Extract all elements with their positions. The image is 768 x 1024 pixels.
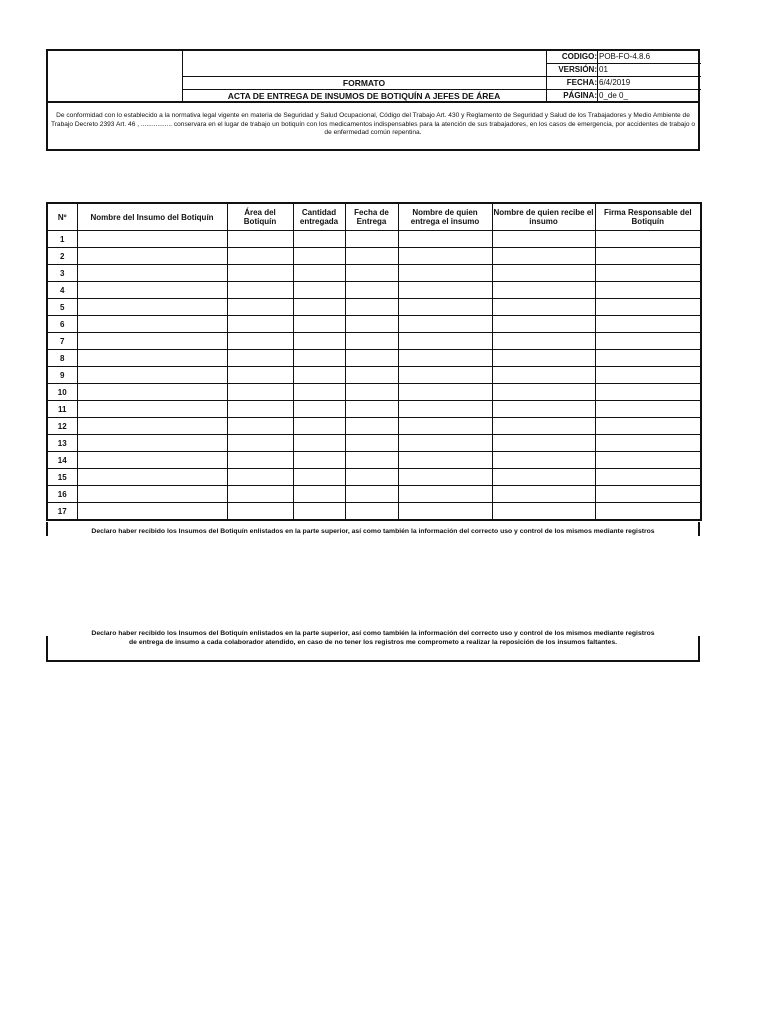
meta-fecha bbox=[547, 77, 701, 90]
table-cell[interactable] bbox=[345, 299, 398, 316]
table-cell[interactable] bbox=[492, 265, 595, 282]
table-cell[interactable] bbox=[345, 231, 398, 248]
table-cell[interactable] bbox=[227, 384, 293, 401]
table-cell[interactable] bbox=[345, 248, 398, 265]
row-number: 10 bbox=[47, 384, 77, 401]
column-header: Firma Responsable del Botiquín bbox=[595, 203, 701, 231]
table-cell[interactable] bbox=[293, 435, 345, 452]
meta-key: FECHA: bbox=[566, 78, 597, 87]
row-number: 9 bbox=[47, 367, 77, 384]
table-cell[interactable] bbox=[595, 299, 701, 316]
table-cell[interactable] bbox=[77, 333, 227, 350]
table-cell[interactable] bbox=[595, 469, 701, 486]
table-cell[interactable] bbox=[492, 316, 595, 333]
table-cell[interactable] bbox=[398, 282, 492, 299]
table-cell[interactable] bbox=[227, 316, 293, 333]
table-cell[interactable] bbox=[227, 248, 293, 265]
row-number: 3 bbox=[47, 265, 77, 282]
table-cell[interactable] bbox=[345, 333, 398, 350]
table-cell[interactable] bbox=[77, 384, 227, 401]
table-cell[interactable] bbox=[227, 367, 293, 384]
meta-value: POB-FO-4.8.6 bbox=[599, 52, 651, 61]
table-cell[interactable] bbox=[293, 265, 345, 282]
table-cell[interactable] bbox=[293, 299, 345, 316]
table-cell[interactable] bbox=[492, 384, 595, 401]
table-cell[interactable] bbox=[595, 435, 701, 452]
table-row bbox=[47, 503, 701, 521]
table-cell[interactable] bbox=[398, 486, 492, 503]
table-row bbox=[47, 231, 701, 248]
table-cell[interactable] bbox=[293, 401, 345, 418]
table-cell[interactable] bbox=[77, 435, 227, 452]
column-header: Área del Botiquín bbox=[227, 203, 293, 231]
table-cell[interactable] bbox=[77, 299, 227, 316]
table-cell[interactable] bbox=[398, 452, 492, 469]
table-cell[interactable] bbox=[398, 469, 492, 486]
table-cell[interactable] bbox=[227, 299, 293, 316]
table-cell[interactable] bbox=[492, 248, 595, 265]
table-cell[interactable] bbox=[492, 367, 595, 384]
table-row bbox=[47, 435, 701, 452]
table-cell[interactable] bbox=[227, 401, 293, 418]
table-cell[interactable] bbox=[293, 418, 345, 435]
table-cell[interactable] bbox=[227, 486, 293, 503]
column-header: Fecha de Entrega bbox=[345, 203, 398, 231]
declaration-line1: Declaro haber recibido los Insumos del Botiquín enlistados en la parte superior, así como también la información del correcto uso y control de los mismos mediante registros bbox=[91, 528, 655, 535]
table-cell[interactable] bbox=[77, 265, 227, 282]
table-row bbox=[47, 418, 701, 435]
table-cell[interactable] bbox=[595, 401, 701, 418]
header-meta bbox=[546, 51, 701, 101]
table-cell[interactable] bbox=[293, 486, 345, 503]
table-cell[interactable] bbox=[492, 452, 595, 469]
table-cell[interactable] bbox=[398, 350, 492, 367]
table-row bbox=[47, 333, 701, 350]
row-number: 15 bbox=[47, 469, 77, 486]
table-cell[interactable] bbox=[398, 418, 492, 435]
table-header-row bbox=[47, 203, 701, 231]
table-cell[interactable] bbox=[398, 231, 492, 248]
table-cell[interactable] bbox=[345, 265, 398, 282]
row-number: 16 bbox=[47, 486, 77, 503]
row-number: 7 bbox=[47, 333, 77, 350]
table-row bbox=[47, 248, 701, 265]
table-cell[interactable] bbox=[77, 282, 227, 299]
table-cell[interactable] bbox=[227, 435, 293, 452]
table-cell[interactable] bbox=[595, 418, 701, 435]
table-cell[interactable] bbox=[345, 435, 398, 452]
table-cell[interactable] bbox=[398, 401, 492, 418]
table-cell[interactable] bbox=[77, 350, 227, 367]
header-title-area bbox=[182, 51, 546, 101]
meta-value: 0_de 0_ bbox=[599, 91, 628, 100]
declaration-top bbox=[46, 522, 700, 536]
table-cell[interactable] bbox=[345, 367, 398, 384]
table-cell[interactable] bbox=[595, 503, 701, 521]
table-cell[interactable] bbox=[492, 418, 595, 435]
table-cell[interactable] bbox=[595, 231, 701, 248]
table-cell[interactable] bbox=[227, 231, 293, 248]
form-header bbox=[46, 49, 700, 103]
table-cell[interactable] bbox=[293, 503, 345, 521]
table-cell[interactable] bbox=[77, 486, 227, 503]
table-cell[interactable] bbox=[345, 486, 398, 503]
table-row bbox=[47, 282, 701, 299]
column-header: Nombre de quien recibe el insumo bbox=[492, 203, 595, 231]
table-cell[interactable] bbox=[595, 452, 701, 469]
row-number: 5 bbox=[47, 299, 77, 316]
table-cell[interactable] bbox=[345, 282, 398, 299]
table-cell[interactable] bbox=[293, 333, 345, 350]
meta-pagina bbox=[547, 90, 701, 103]
form-sheet bbox=[46, 49, 700, 646]
table-cell[interactable] bbox=[77, 248, 227, 265]
table-cell[interactable] bbox=[77, 367, 227, 384]
row-number: 6 bbox=[47, 316, 77, 333]
table-cell[interactable] bbox=[227, 469, 293, 486]
row-number: 4 bbox=[47, 282, 77, 299]
table-cell[interactable] bbox=[345, 401, 398, 418]
table-row bbox=[47, 367, 701, 384]
table-cell[interactable] bbox=[345, 452, 398, 469]
table-cell[interactable] bbox=[77, 452, 227, 469]
table-cell[interactable] bbox=[595, 367, 701, 384]
meta-codigo bbox=[547, 51, 701, 64]
meta-value: 6/4/2019 bbox=[599, 78, 631, 87]
table-cell[interactable] bbox=[293, 282, 345, 299]
declaration-line2: de entrega de insumo a cada colaborador atendido, en caso de no tener los registros me comprometo a realizar la reposición de los insumos faltantes. bbox=[129, 638, 617, 646]
table-cell[interactable] bbox=[293, 384, 345, 401]
table-cell[interactable] bbox=[492, 350, 595, 367]
column-header: Nombre del Insumo del Botiquín bbox=[77, 203, 227, 231]
header-format-label: FORMATO bbox=[182, 77, 546, 90]
table-row bbox=[47, 452, 701, 469]
table-cell[interactable] bbox=[227, 418, 293, 435]
table-cell[interactable] bbox=[77, 401, 227, 418]
table-row bbox=[47, 384, 701, 401]
table-cell[interactable] bbox=[227, 350, 293, 367]
table-cell[interactable] bbox=[77, 503, 227, 521]
table-cell[interactable] bbox=[595, 350, 701, 367]
table-cell[interactable] bbox=[492, 469, 595, 486]
table-cell[interactable] bbox=[293, 350, 345, 367]
table-cell[interactable] bbox=[398, 316, 492, 333]
row-number: 11 bbox=[47, 401, 77, 418]
table-cell[interactable] bbox=[492, 401, 595, 418]
table-cell[interactable] bbox=[492, 282, 595, 299]
meta-version bbox=[547, 64, 701, 77]
table-cell[interactable] bbox=[293, 231, 345, 248]
document-title: ACTA DE ENTREGA DE INSUMOS DE BOTIQUÍN A JEFES DE ÁREA bbox=[227, 91, 501, 101]
supplies-table bbox=[46, 202, 702, 521]
header-blank-row bbox=[182, 51, 546, 77]
table-cell[interactable] bbox=[398, 299, 492, 316]
table-cell[interactable] bbox=[227, 333, 293, 350]
table-cell[interactable] bbox=[227, 503, 293, 521]
table-cell[interactable] bbox=[77, 418, 227, 435]
row-number: 12 bbox=[47, 418, 77, 435]
table-cell[interactable] bbox=[227, 265, 293, 282]
column-header: Nº bbox=[47, 203, 77, 231]
table-cell[interactable] bbox=[492, 486, 595, 503]
table-cell[interactable] bbox=[398, 248, 492, 265]
declaration-line1-clipped: Declaro haber recibido los Insumos del Botiquín enlistados en la parte superior, así como también la información del correcto uso y control de los mismos mediante registros bbox=[91, 630, 655, 637]
table-cell[interactable] bbox=[492, 435, 595, 452]
table-cell[interactable] bbox=[595, 333, 701, 350]
meta-key: PÁGINA: bbox=[563, 91, 597, 100]
row-number: 1 bbox=[47, 231, 77, 248]
table-cell[interactable] bbox=[595, 384, 701, 401]
meta-value: 01 bbox=[599, 65, 608, 74]
table-cell[interactable] bbox=[492, 231, 595, 248]
table-cell[interactable] bbox=[345, 469, 398, 486]
table-cell[interactable] bbox=[293, 367, 345, 384]
table-cell[interactable] bbox=[77, 316, 227, 333]
table-cell[interactable] bbox=[595, 248, 701, 265]
table-row bbox=[47, 469, 701, 486]
table-row bbox=[47, 401, 701, 418]
table-row bbox=[47, 299, 701, 316]
table-cell[interactable] bbox=[77, 231, 227, 248]
table-cell[interactable] bbox=[345, 503, 398, 521]
row-number: 8 bbox=[47, 350, 77, 367]
table-row bbox=[47, 350, 701, 367]
row-number: 14 bbox=[47, 452, 77, 469]
table-cell[interactable] bbox=[293, 316, 345, 333]
declaration-bottom bbox=[46, 630, 700, 662]
table-cell[interactable] bbox=[398, 384, 492, 401]
table-cell[interactable] bbox=[293, 248, 345, 265]
table-cell[interactable] bbox=[595, 265, 701, 282]
meta-key: VERSIÓN: bbox=[558, 65, 597, 74]
table-cell[interactable] bbox=[398, 435, 492, 452]
table-cell[interactable] bbox=[227, 452, 293, 469]
table-cell[interactable] bbox=[595, 486, 701, 503]
logo-placeholder bbox=[48, 51, 183, 101]
row-number: 2 bbox=[47, 248, 77, 265]
table-cell[interactable] bbox=[345, 350, 398, 367]
table-cell[interactable] bbox=[398, 367, 492, 384]
table-cell[interactable] bbox=[345, 316, 398, 333]
table-row bbox=[47, 486, 701, 503]
table-cell[interactable] bbox=[595, 282, 701, 299]
table-row bbox=[47, 316, 701, 333]
meta-key: CODIGO: bbox=[561, 52, 597, 61]
table-cell[interactable] bbox=[492, 503, 595, 521]
table-cell[interactable] bbox=[398, 265, 492, 282]
intro-paragraph: De conformidad con lo establecido a la normativa legal vigente en materia de Seguridad y Salud Ocupacional, Código del Trabajo Art. 430 y Reglamento de Seguridad y Salud de los Trabajadores y Medio Ambiente de Trabajo Decreto 2393 Art. 46 , ................. conservara en el lugar de trabajo un botiquín con los medicamentos indispensables para la atención de sus trabajadores, en los casos de emergencia, por accidentes de trabajo o de enfermedad común repentina. bbox=[46, 103, 700, 151]
table-cell[interactable] bbox=[293, 452, 345, 469]
table-cell[interactable] bbox=[293, 469, 345, 486]
table-row bbox=[47, 265, 701, 282]
table-cell[interactable] bbox=[227, 282, 293, 299]
row-number: 13 bbox=[47, 435, 77, 452]
table-cell[interactable] bbox=[398, 333, 492, 350]
table-cell[interactable] bbox=[492, 299, 595, 316]
column-header: Cantidad entregada bbox=[293, 203, 345, 231]
table-cell[interactable] bbox=[345, 384, 398, 401]
table-cell[interactable] bbox=[595, 316, 701, 333]
table-cell[interactable] bbox=[492, 333, 595, 350]
column-header: Nombre de quien entrega el insumo bbox=[398, 203, 492, 231]
table-cell[interactable] bbox=[398, 503, 492, 521]
table-cell[interactable] bbox=[77, 469, 227, 486]
row-number: 17 bbox=[47, 503, 77, 521]
table-cell[interactable] bbox=[345, 418, 398, 435]
